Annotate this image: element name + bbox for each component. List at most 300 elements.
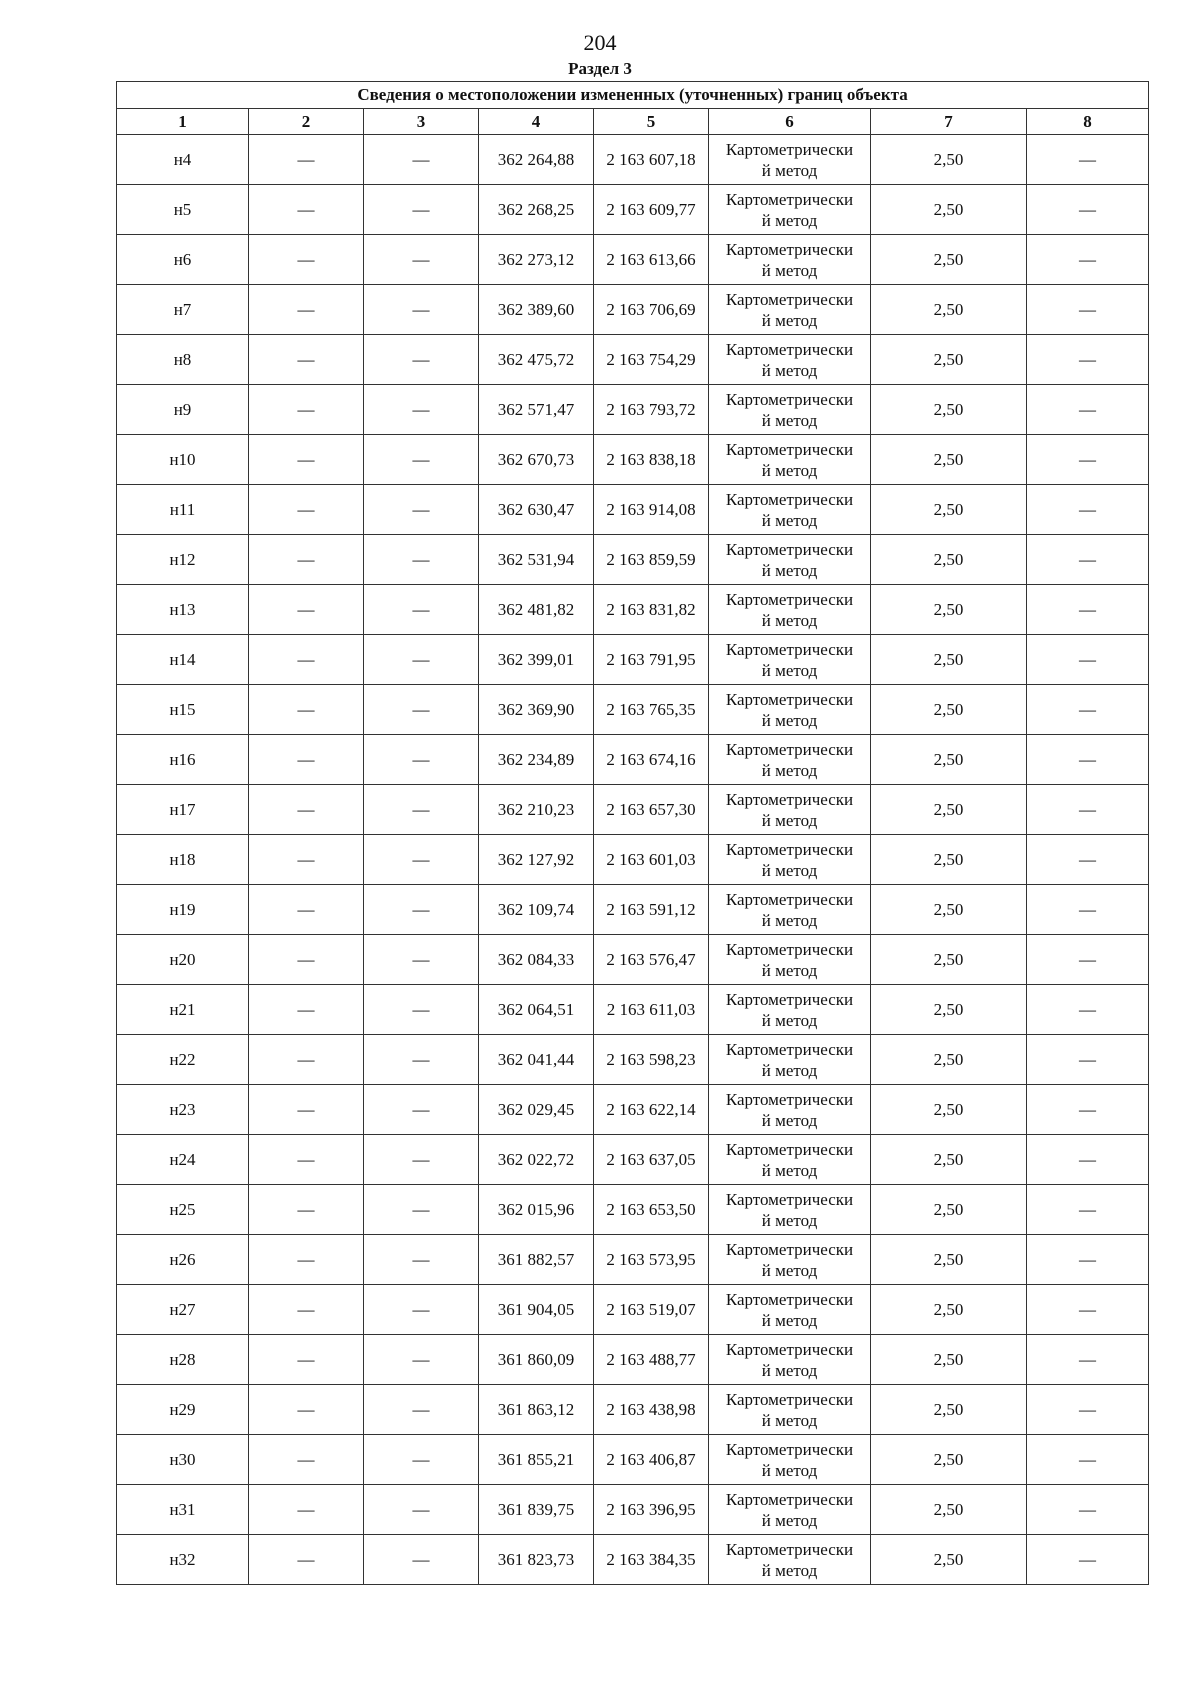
empty-dash-cell: —	[1027, 1085, 1149, 1135]
method-text-line-1: Картометрически	[725, 789, 854, 809]
method-cell	[709, 835, 871, 885]
empty-dash-cell: —	[249, 535, 364, 585]
empty-dash-cell: —	[249, 1235, 364, 1285]
empty-dash-cell: —	[249, 1285, 364, 1335]
empty-dash-cell: —	[364, 1235, 479, 1285]
y-coordinate-cell: 2 163 914,08	[594, 485, 709, 535]
y-coordinate-cell: 2 163 859,59	[594, 535, 709, 585]
empty-dash-cell: —	[1027, 185, 1149, 235]
method-cell	[709, 485, 871, 535]
accuracy-cell: 2,50	[871, 1235, 1027, 1285]
empty-dash-cell: —	[249, 935, 364, 985]
y-coordinate-cell: 2 163 609,77	[594, 185, 709, 235]
empty-dash-cell: —	[249, 1385, 364, 1435]
empty-dash-cell: —	[1027, 1235, 1149, 1285]
method-cell	[709, 1535, 871, 1585]
empty-dash-cell: —	[364, 1335, 479, 1385]
accuracy-cell: 2,50	[871, 1485, 1027, 1535]
method-cell	[709, 285, 871, 335]
empty-dash-cell: —	[364, 1285, 479, 1335]
point-number-cell: н19	[117, 885, 249, 935]
method-text-line-1: Картометрически	[725, 189, 854, 209]
method-text-line-2: й метод	[761, 660, 818, 680]
empty-dash-cell: —	[249, 585, 364, 635]
empty-dash-cell: —	[364, 1085, 479, 1135]
method-text-line-2: й метод	[761, 510, 818, 530]
x-coordinate-cell: 362 630,47	[479, 485, 594, 535]
accuracy-cell: 2,50	[871, 185, 1027, 235]
method-text-line-1: Картометрически	[725, 739, 854, 759]
empty-dash-cell: —	[249, 1035, 364, 1085]
empty-dash-cell: —	[1027, 885, 1149, 935]
y-coordinate-cell: 2 163 831,82	[594, 585, 709, 635]
method-text-line-2: й метод	[761, 1060, 818, 1080]
empty-dash-cell: —	[1027, 385, 1149, 435]
point-number-cell: н23	[117, 1085, 249, 1135]
accuracy-cell: 2,50	[871, 1135, 1027, 1185]
empty-dash-cell: —	[1027, 335, 1149, 385]
empty-dash-cell: —	[1027, 1185, 1149, 1235]
accuracy-cell: 2,50	[871, 735, 1027, 785]
method-text-line-2: й метод	[761, 1160, 818, 1180]
table-row	[117, 435, 1149, 485]
point-number-cell: н21	[117, 985, 249, 1035]
empty-dash-cell: —	[249, 835, 364, 885]
point-number-cell: н26	[117, 1235, 249, 1285]
x-coordinate-cell: 362 234,89	[479, 735, 594, 785]
empty-dash-cell: —	[364, 235, 479, 285]
x-coordinate-cell: 361 882,57	[479, 1235, 594, 1285]
y-coordinate-cell: 2 163 406,87	[594, 1435, 709, 1485]
method-text-line-1: Картометрически	[725, 1239, 854, 1259]
point-number-cell: н31	[117, 1485, 249, 1535]
empty-dash-cell: —	[364, 785, 479, 835]
accuracy-cell: 2,50	[871, 785, 1027, 835]
accuracy-cell: 2,50	[871, 385, 1027, 435]
empty-dash-cell: —	[364, 935, 479, 985]
page-number: 204	[583, 30, 617, 55]
point-number-cell: н16	[117, 735, 249, 785]
table-row	[117, 1485, 1149, 1535]
accuracy-cell: 2,50	[871, 1335, 1027, 1385]
table-row	[117, 1235, 1149, 1285]
x-coordinate-cell: 361 839,75	[479, 1485, 594, 1535]
empty-dash-cell: —	[249, 235, 364, 285]
empty-dash-cell: —	[249, 785, 364, 835]
point-number-cell: н32	[117, 1535, 249, 1585]
table-row	[117, 535, 1149, 585]
method-text-line-2: й метод	[761, 260, 818, 280]
empty-dash-cell: —	[1027, 1435, 1149, 1485]
method-cell	[709, 385, 871, 435]
method-text-line-2: й метод	[761, 1310, 818, 1330]
column-number-row	[117, 109, 1149, 135]
x-coordinate-cell: 362 015,96	[479, 1185, 594, 1235]
table-body	[117, 135, 1149, 1585]
empty-dash-cell: —	[364, 335, 479, 385]
empty-dash-cell: —	[1027, 1485, 1149, 1535]
method-text-line-1: Картометрически	[725, 1389, 854, 1409]
method-text-line-1: Картометрически	[725, 1539, 854, 1559]
method-cell	[709, 935, 871, 985]
table-row	[117, 1335, 1149, 1385]
y-coordinate-cell: 2 163 573,95	[594, 1235, 709, 1285]
empty-dash-cell: —	[364, 1385, 479, 1435]
y-coordinate-cell: 2 163 765,35	[594, 685, 709, 735]
empty-dash-cell: —	[364, 885, 479, 935]
empty-dash-cell: —	[249, 735, 364, 785]
empty-dash-cell: —	[364, 385, 479, 435]
empty-dash-cell: —	[1027, 135, 1149, 185]
accuracy-cell: 2,50	[871, 1035, 1027, 1085]
method-cell	[709, 735, 871, 785]
empty-dash-cell: —	[1027, 1385, 1149, 1435]
point-number-cell: н28	[117, 1335, 249, 1385]
accuracy-cell: 2,50	[871, 1435, 1027, 1485]
method-cell	[709, 1235, 871, 1285]
column-number: 6	[709, 109, 871, 135]
column-number: 1	[117, 109, 249, 135]
point-number-cell: н4	[117, 135, 249, 185]
point-number-cell: н30	[117, 1435, 249, 1485]
table-row	[117, 1385, 1149, 1435]
empty-dash-cell: —	[1027, 585, 1149, 635]
table-row	[117, 1185, 1149, 1235]
point-number-cell: н22	[117, 1035, 249, 1085]
y-coordinate-cell: 2 163 637,05	[594, 1135, 709, 1185]
accuracy-cell: 2,50	[871, 1285, 1027, 1335]
method-text-line-1: Картометрически	[725, 939, 854, 959]
empty-dash-cell: —	[364, 985, 479, 1035]
point-number-cell: н9	[117, 385, 249, 435]
x-coordinate-cell: 362 084,33	[479, 935, 594, 985]
table-row	[117, 235, 1149, 285]
y-coordinate-cell: 2 163 519,07	[594, 1285, 709, 1335]
method-cell	[709, 435, 871, 485]
empty-dash-cell: —	[364, 835, 479, 885]
empty-dash-cell: —	[364, 685, 479, 735]
empty-dash-cell: —	[1027, 785, 1149, 835]
accuracy-cell: 2,50	[871, 585, 1027, 635]
accuracy-cell: 2,50	[871, 535, 1027, 585]
method-cell	[709, 185, 871, 235]
x-coordinate-cell: 362 399,01	[479, 635, 594, 685]
method-text-line-1: Картометрически	[725, 1089, 854, 1109]
y-coordinate-cell: 2 163 653,50	[594, 1185, 709, 1235]
x-coordinate-cell: 362 531,94	[479, 535, 594, 585]
table-row	[117, 1135, 1149, 1185]
empty-dash-cell: —	[249, 1135, 364, 1185]
method-text-line-2: й метод	[761, 610, 818, 630]
x-coordinate-cell: 362 022,72	[479, 1135, 594, 1185]
point-number-cell: н12	[117, 535, 249, 585]
table-row	[117, 485, 1149, 535]
method-text-line-1: Картометрически	[725, 1139, 854, 1159]
x-coordinate-cell: 361 855,21	[479, 1435, 594, 1485]
point-number-cell: н8	[117, 335, 249, 385]
empty-dash-cell: —	[364, 135, 479, 185]
x-coordinate-cell: 362 389,60	[479, 285, 594, 335]
method-text-line-2: й метод	[761, 210, 818, 230]
point-number-cell: н18	[117, 835, 249, 885]
point-number-cell: н27	[117, 1285, 249, 1335]
empty-dash-cell: —	[364, 435, 479, 485]
method-text-line-1: Картометрически	[725, 1289, 854, 1309]
method-cell	[709, 1335, 871, 1385]
empty-dash-cell: —	[1027, 1135, 1149, 1185]
table-row	[117, 285, 1149, 335]
x-coordinate-cell: 362 481,82	[479, 585, 594, 635]
method-text-line-2: й метод	[761, 560, 818, 580]
empty-dash-cell: —	[249, 1485, 364, 1535]
table-row	[117, 785, 1149, 835]
point-number-cell: н24	[117, 1135, 249, 1185]
column-number: 7	[871, 109, 1027, 135]
empty-dash-cell: —	[364, 285, 479, 335]
point-number-cell: н11	[117, 485, 249, 535]
point-number-cell: н5	[117, 185, 249, 235]
table-row	[117, 335, 1149, 385]
method-text-line-1: Картометрически	[725, 1189, 854, 1209]
empty-dash-cell: —	[1027, 285, 1149, 335]
point-number-cell: н14	[117, 635, 249, 685]
empty-dash-cell: —	[249, 985, 364, 1035]
accuracy-cell: 2,50	[871, 1535, 1027, 1585]
method-cell	[709, 635, 871, 685]
empty-dash-cell: —	[364, 1535, 479, 1585]
method-text-line-2: й метод	[761, 410, 818, 430]
y-coordinate-cell: 2 163 601,03	[594, 835, 709, 885]
empty-dash-cell: —	[249, 1335, 364, 1385]
coordinates-table	[116, 81, 1149, 1585]
method-text-line-2: й метод	[761, 1560, 818, 1580]
method-cell	[709, 1385, 871, 1435]
table-row	[117, 985, 1149, 1035]
y-coordinate-cell: 2 163 598,23	[594, 1035, 709, 1085]
empty-dash-cell: —	[1027, 1535, 1149, 1585]
x-coordinate-cell: 362 273,12	[479, 235, 594, 285]
method-cell	[709, 235, 871, 285]
method-text-line-2: й метод	[761, 1510, 818, 1530]
table-row	[117, 885, 1149, 935]
method-text-line-2: й метод	[761, 860, 818, 880]
point-number-cell: н7	[117, 285, 249, 335]
point-number-cell: н15	[117, 685, 249, 735]
x-coordinate-cell: 362 571,47	[479, 385, 594, 435]
accuracy-cell: 2,50	[871, 485, 1027, 535]
y-coordinate-cell: 2 163 793,72	[594, 385, 709, 435]
column-number: 5	[594, 109, 709, 135]
method-cell	[709, 1135, 871, 1185]
empty-dash-cell: —	[1027, 685, 1149, 735]
table-row	[117, 585, 1149, 635]
method-text-line-1: Картометрически	[725, 489, 854, 509]
empty-dash-cell: —	[364, 1435, 479, 1485]
table-row	[117, 935, 1149, 985]
table-row	[117, 1085, 1149, 1135]
method-cell	[709, 335, 871, 385]
method-text-line-2: й метод	[761, 1210, 818, 1230]
x-coordinate-cell: 361 860,09	[479, 1335, 594, 1385]
y-coordinate-cell: 2 163 611,03	[594, 985, 709, 1035]
y-coordinate-cell: 2 163 622,14	[594, 1085, 709, 1135]
method-text-line-2: й метод	[761, 1010, 818, 1030]
y-coordinate-cell: 2 163 607,18	[594, 135, 709, 185]
x-coordinate-cell: 362 670,73	[479, 435, 594, 485]
method-text-line-1: Картометрически	[725, 889, 854, 909]
table-row	[117, 185, 1149, 235]
x-coordinate-cell: 362 475,72	[479, 335, 594, 385]
method-text-line-2: й метод	[761, 910, 818, 930]
y-coordinate-cell: 2 163 396,95	[594, 1485, 709, 1535]
x-coordinate-cell: 361 863,12	[479, 1385, 594, 1435]
method-text-line-2: й метод	[761, 760, 818, 780]
empty-dash-cell: —	[1027, 735, 1149, 785]
point-number-cell: н29	[117, 1385, 249, 1435]
method-cell	[709, 135, 871, 185]
y-coordinate-cell: 2 163 706,69	[594, 285, 709, 335]
method-text-line-1: Картометрически	[725, 639, 854, 659]
empty-dash-cell: —	[1027, 435, 1149, 485]
method-text-line-1: Картометрически	[725, 589, 854, 609]
empty-dash-cell: —	[249, 1435, 364, 1485]
y-coordinate-cell: 2 163 613,66	[594, 235, 709, 285]
x-coordinate-cell: 362 369,90	[479, 685, 594, 735]
empty-dash-cell: —	[364, 485, 479, 535]
table-row	[117, 135, 1149, 185]
method-cell	[709, 1285, 871, 1335]
method-text-line-2: й метод	[761, 160, 818, 180]
method-text-line-2: й метод	[761, 460, 818, 480]
table-row	[117, 1435, 1149, 1485]
accuracy-cell: 2,50	[871, 435, 1027, 485]
accuracy-cell: 2,50	[871, 335, 1027, 385]
method-cell	[709, 585, 871, 635]
method-text-line-1: Картометрически	[725, 989, 854, 1009]
empty-dash-cell: —	[249, 1185, 364, 1235]
x-coordinate-cell: 362 268,25	[479, 185, 594, 235]
empty-dash-cell: —	[249, 1535, 364, 1585]
x-coordinate-cell: 361 823,73	[479, 1535, 594, 1585]
accuracy-cell: 2,50	[871, 135, 1027, 185]
method-cell	[709, 785, 871, 835]
empty-dash-cell: —	[1027, 485, 1149, 535]
accuracy-cell: 2,50	[871, 635, 1027, 685]
table-row	[117, 835, 1149, 885]
point-number-cell: н17	[117, 785, 249, 835]
method-text-line-2: й метод	[761, 810, 818, 830]
x-coordinate-cell: 362 127,92	[479, 835, 594, 885]
method-text-line-1: Картометрически	[725, 839, 854, 859]
point-number-cell: н10	[117, 435, 249, 485]
table-row	[117, 1535, 1149, 1585]
y-coordinate-cell: 2 163 838,18	[594, 435, 709, 485]
empty-dash-cell: —	[364, 1185, 479, 1235]
empty-dash-cell: —	[1027, 235, 1149, 285]
table-row	[117, 635, 1149, 685]
accuracy-cell: 2,50	[871, 285, 1027, 335]
empty-dash-cell: —	[1027, 635, 1149, 685]
empty-dash-cell: —	[249, 135, 364, 185]
point-number-cell: н6	[117, 235, 249, 285]
x-coordinate-cell: 362 029,45	[479, 1085, 594, 1135]
method-text-line-1: Картометрически	[725, 139, 854, 159]
column-number: 4	[479, 109, 594, 135]
accuracy-cell: 2,50	[871, 1085, 1027, 1135]
table-row	[117, 1035, 1149, 1085]
point-number-cell: н13	[117, 585, 249, 635]
accuracy-cell: 2,50	[871, 1385, 1027, 1435]
accuracy-cell: 2,50	[871, 985, 1027, 1035]
empty-dash-cell: —	[1027, 535, 1149, 585]
empty-dash-cell: —	[364, 1135, 479, 1185]
method-cell	[709, 885, 871, 935]
y-coordinate-cell: 2 163 576,47	[594, 935, 709, 985]
empty-dash-cell: —	[1027, 1035, 1149, 1085]
y-coordinate-cell: 2 163 438,98	[594, 1385, 709, 1435]
empty-dash-cell: —	[364, 185, 479, 235]
y-coordinate-cell: 2 163 674,16	[594, 735, 709, 785]
empty-dash-cell: —	[1027, 835, 1149, 885]
y-coordinate-cell: 2 163 791,95	[594, 635, 709, 685]
method-text-line-1: Картометрически	[725, 439, 854, 459]
empty-dash-cell: —	[364, 1035, 479, 1085]
empty-dash-cell: —	[1027, 985, 1149, 1035]
empty-dash-cell: —	[249, 385, 364, 435]
empty-dash-cell: —	[249, 685, 364, 735]
point-number-cell: н25	[117, 1185, 249, 1235]
empty-dash-cell: —	[249, 1085, 364, 1135]
accuracy-cell: 2,50	[871, 835, 1027, 885]
accuracy-cell: 2,50	[871, 1185, 1027, 1235]
y-coordinate-cell: 2 163 657,30	[594, 785, 709, 835]
method-cell	[709, 685, 871, 735]
method-text-line-1: Картометрически	[725, 389, 854, 409]
column-number: 8	[1027, 109, 1149, 135]
section-title: Раздел 3	[568, 59, 632, 78]
empty-dash-cell: —	[1027, 1285, 1149, 1335]
empty-dash-cell: —	[249, 285, 364, 335]
accuracy-cell: 2,50	[871, 885, 1027, 935]
method-cell	[709, 535, 871, 585]
method-text-line-2: й метод	[761, 360, 818, 380]
method-text-line-2: й метод	[761, 1410, 818, 1430]
x-coordinate-cell: 362 041,44	[479, 1035, 594, 1085]
empty-dash-cell: —	[249, 635, 364, 685]
y-coordinate-cell: 2 163 591,12	[594, 885, 709, 935]
method-cell	[709, 985, 871, 1035]
y-coordinate-cell: 2 163 488,77	[594, 1335, 709, 1385]
method-text-line-2: й метод	[761, 1460, 818, 1480]
method-text-line-2: й метод	[761, 960, 818, 980]
accuracy-cell: 2,50	[871, 935, 1027, 985]
table-row	[117, 385, 1149, 435]
empty-dash-cell: —	[364, 585, 479, 635]
x-coordinate-cell: 361 904,05	[479, 1285, 594, 1335]
method-text-line-1: Картометрически	[725, 339, 854, 359]
table-row	[117, 1285, 1149, 1335]
method-text-line-2: й метод	[761, 710, 818, 730]
empty-dash-cell: —	[364, 735, 479, 785]
empty-dash-cell: —	[249, 435, 364, 485]
point-number-cell: н20	[117, 935, 249, 985]
accuracy-cell: 2,50	[871, 685, 1027, 735]
column-number: 3	[364, 109, 479, 135]
empty-dash-cell: —	[364, 535, 479, 585]
y-coordinate-cell: 2 163 384,35	[594, 1535, 709, 1585]
table-caption: Сведения о местоположении измененных (уточненных) границ объекта	[117, 82, 1149, 109]
column-number: 2	[249, 109, 364, 135]
